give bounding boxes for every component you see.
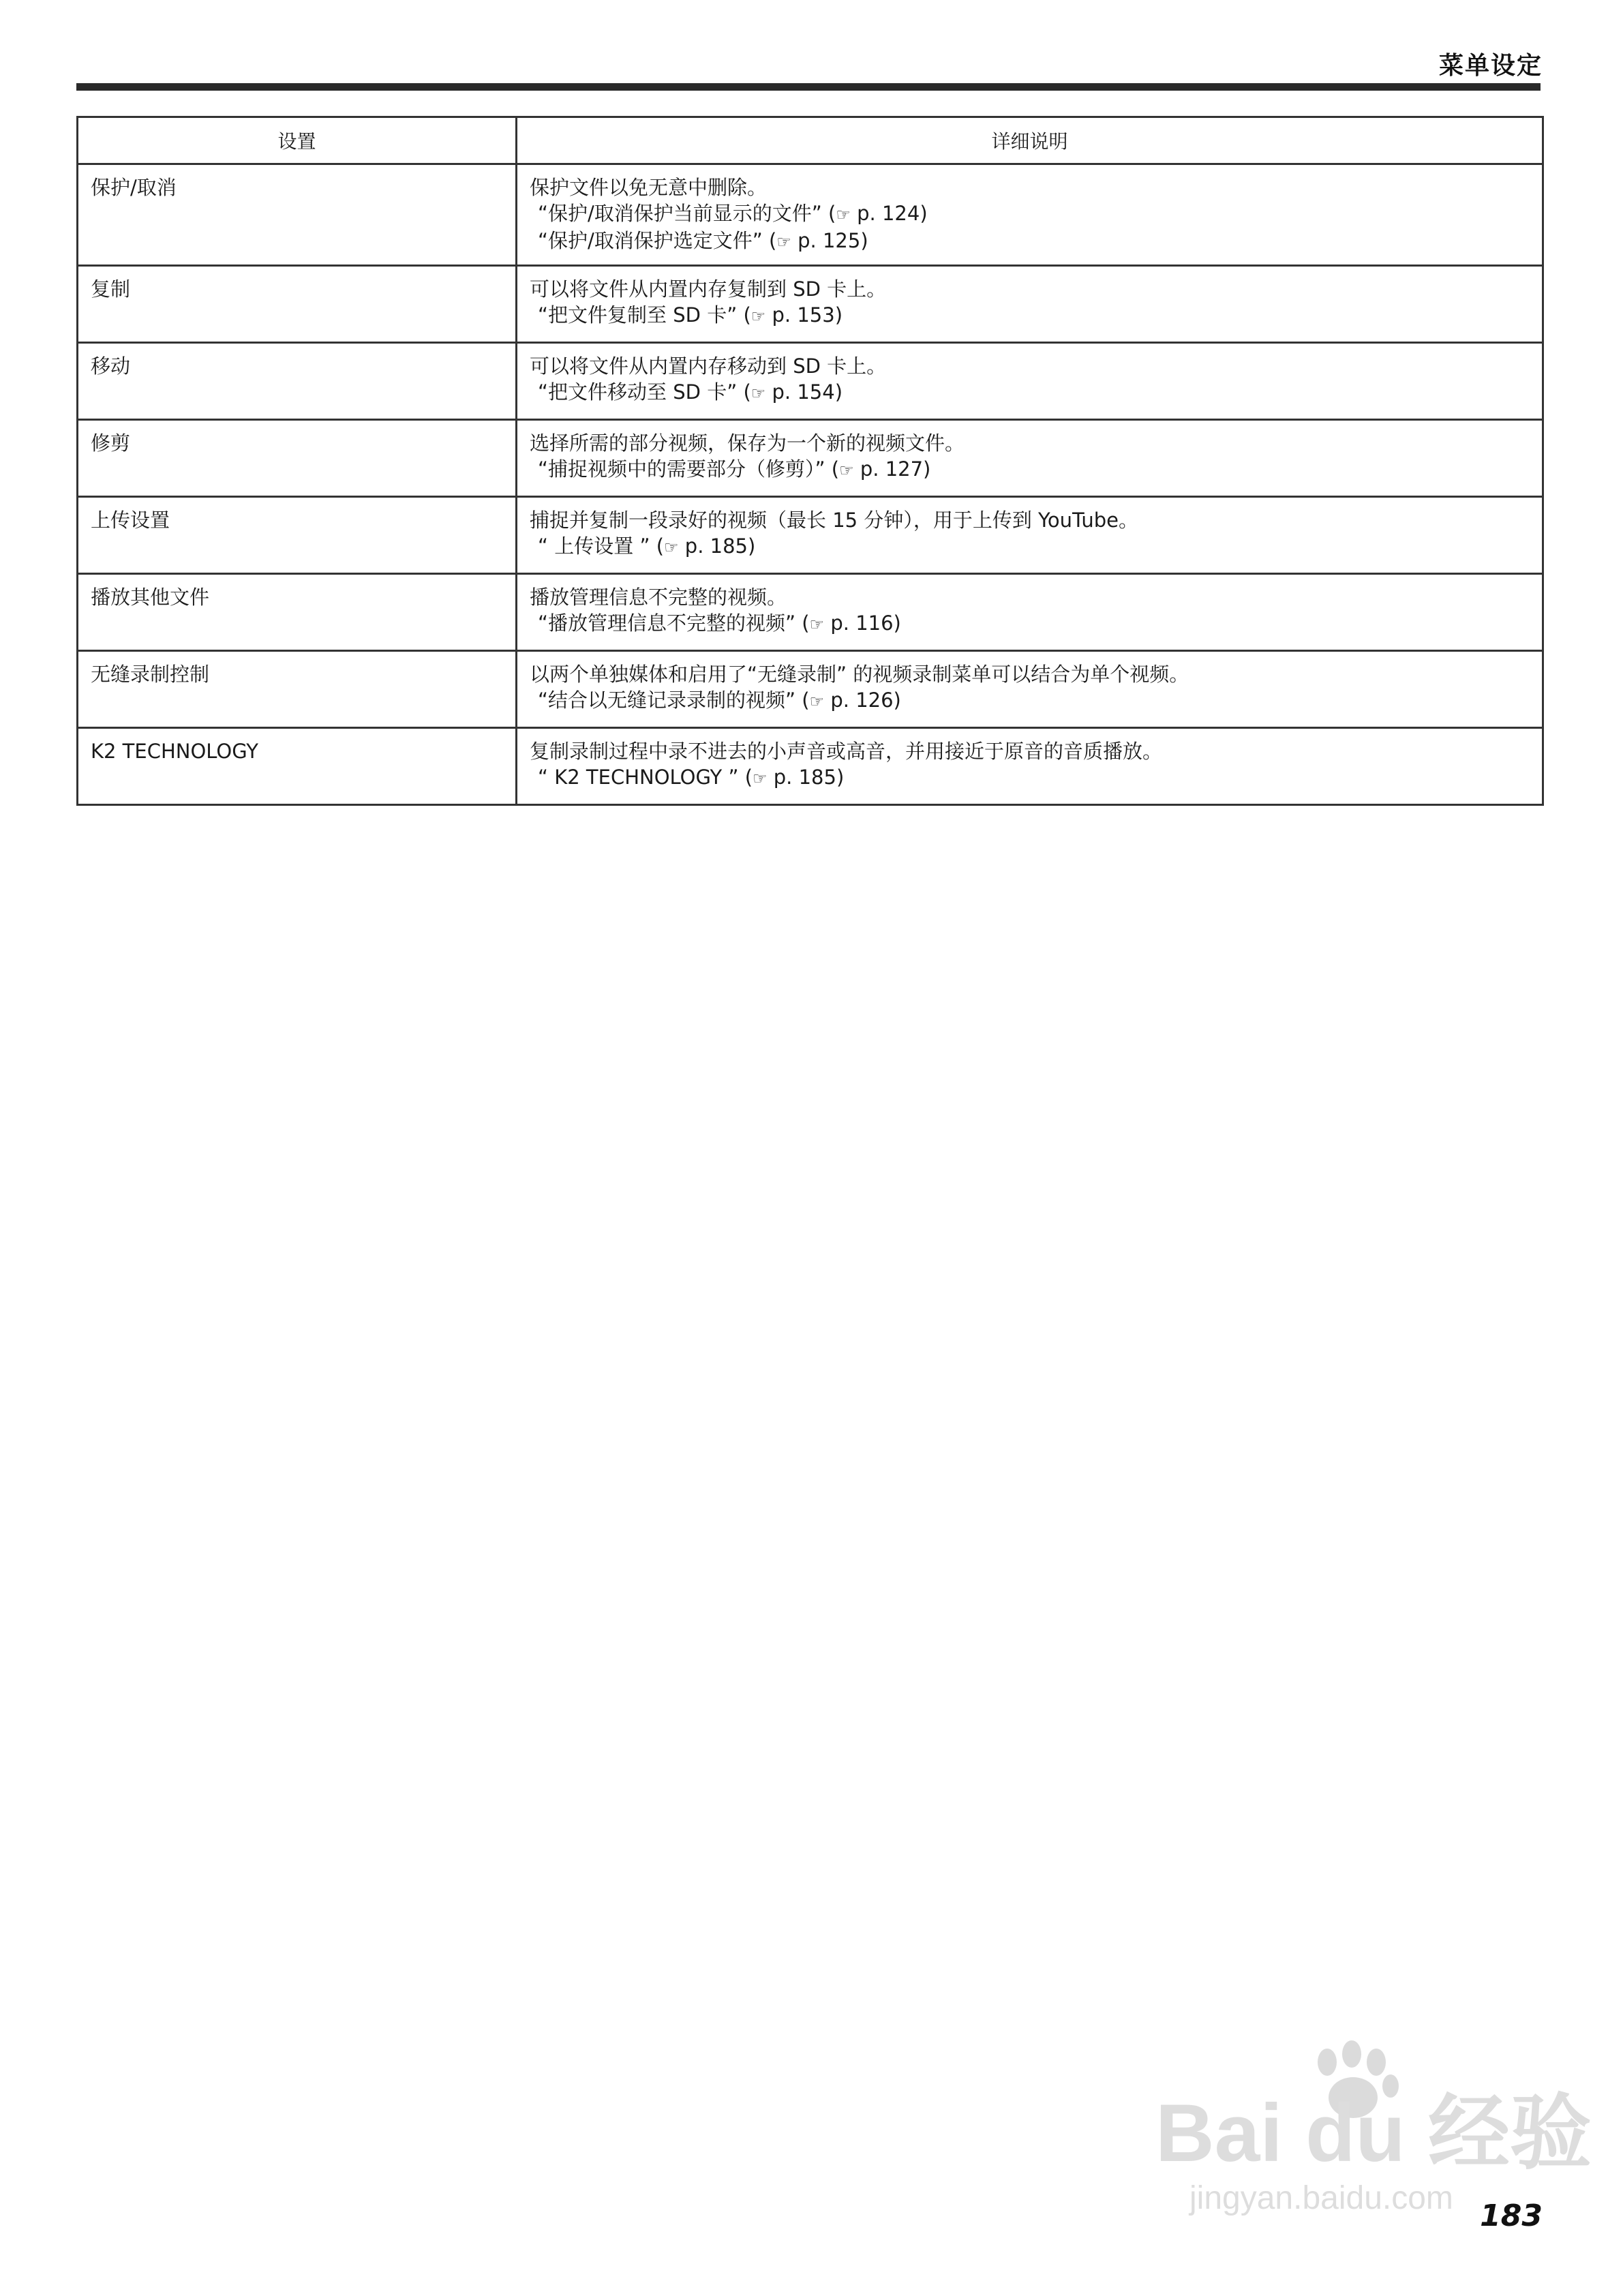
table-row (78, 574, 1543, 651)
reference-page: p. 116 (830, 611, 894, 635)
page-reference: “捕捉视频中的需要部分（修剪）” (☞ p. 127) (538, 457, 931, 481)
setting-description (517, 420, 1543, 497)
description-text: 选择所需的部分视频，保存为一个新的视频文件。 (530, 432, 965, 455)
header-rule (76, 83, 1541, 91)
description-text: 捕捉并复制一段录好的视频（最长 15 分钟），用于上传到 YouTube。 (530, 509, 1138, 532)
reference-title: “捕捉视频中的需要部分（修剪）” (538, 457, 825, 481)
reference-page: p. 153 (772, 303, 835, 327)
page-reference: “播放管理信息不完整的视频” (☞ p. 116) (538, 611, 901, 635)
settings-table (76, 116, 1544, 806)
table-row (78, 343, 1543, 420)
reference-page: p. 185 (684, 534, 748, 558)
reference-title: “把文件移动至 SD 卡” (538, 380, 738, 404)
pointing-hand-icon: ☞ (753, 769, 768, 788)
page-number: 183 (1480, 2199, 1543, 2233)
setting-name: 修剪 (78, 420, 517, 497)
setting-name: 保护/取消 (78, 164, 517, 266)
pointing-hand-icon: ☞ (809, 615, 825, 634)
reference-page: p. 154 (772, 380, 835, 404)
reference-title: “播放管理信息不完整的视频” (538, 611, 796, 635)
setting-description (517, 266, 1543, 343)
description-text: 复制录制过程中录不进去的小声音或高音，并用接近于原音的音质播放。 (530, 740, 1163, 763)
reference-page: p. 125 (798, 229, 861, 252)
description-text: 可以将文件从内置内存复制到 SD 卡上。 (530, 277, 887, 301)
reference-title: “把文件复制至 SD 卡” (538, 303, 738, 327)
description-text: 保护文件以免无意中删除。 (530, 176, 768, 199)
column-header-setting: 设置 (78, 117, 517, 164)
pointing-hand-icon: ☞ (809, 692, 825, 711)
reference-page: p. 126 (830, 689, 894, 712)
table-header-row (78, 117, 1543, 164)
setting-name: 无缝录制控制 (78, 651, 517, 728)
reference-title: “保护/取消保护当前显示的文件” (538, 202, 822, 225)
table-row (78, 651, 1543, 728)
setting-name: 复制 (78, 266, 517, 343)
page-reference: “把文件复制至 SD 卡” (☞ p. 153) (538, 303, 843, 327)
page-reference: “结合以无缝记录录制的视频” (☞ p. 126) (538, 689, 901, 712)
column-header-description: 详细说明 (517, 117, 1543, 164)
page-header-title: 菜单设定 (1438, 52, 1543, 80)
pointing-hand-icon: ☞ (836, 205, 851, 224)
description-text: 以两个单独媒体和启用了“无缝录制” 的视频录制菜单可以结合为单个视频。 (530, 663, 1189, 686)
setting-description (517, 164, 1543, 266)
page-reference: “把文件移动至 SD 卡” (☞ p. 154) (538, 380, 843, 404)
table-row (78, 164, 1543, 266)
description-text: 播放管理信息不完整的视频。 (530, 586, 787, 609)
pointing-hand-icon: ☞ (750, 307, 766, 326)
setting-description (517, 574, 1543, 651)
page-reference: “保护/取消保护选定文件” (☞ p. 125) (538, 229, 868, 252)
setting-description (517, 728, 1543, 805)
pointing-hand-icon: ☞ (839, 461, 854, 480)
setting-name: 上传设置 (78, 497, 517, 574)
description-text: 可以将文件从内置内存移动到 SD 卡上。 (530, 354, 887, 378)
setting-description (517, 497, 1543, 574)
setting-name: 移动 (78, 343, 517, 420)
reference-title: “ K2 TECHNOLOGY ” (538, 766, 739, 789)
page-reference: “ 上传设置 ” (☞ p. 185) (538, 534, 756, 558)
setting-description (517, 343, 1543, 420)
reference-page: p. 185 (773, 766, 836, 789)
reference-page: p. 127 (860, 457, 924, 481)
reference-title: “ 上传设置 ” (538, 534, 650, 558)
reference-title: “结合以无缝记录录制的视频” (538, 689, 796, 712)
pointing-hand-icon: ☞ (776, 232, 791, 252)
page-reference: “ K2 TECHNOLOGY ” (☞ p. 185) (538, 766, 845, 789)
pointing-hand-icon: ☞ (664, 538, 679, 557)
page-reference: “保护/取消保护当前显示的文件” (☞ p. 124) (538, 202, 928, 225)
watermark-url: jingyan.baidu.com (1189, 2180, 1453, 2216)
setting-name: K2 TECHNOLOGY (78, 728, 517, 805)
pointing-hand-icon: ☞ (750, 384, 766, 403)
setting-name: 播放其他文件 (78, 574, 517, 651)
watermark-brand: Bai du 经验 (1155, 2087, 1592, 2179)
setting-description (517, 651, 1543, 728)
table-row (78, 420, 1543, 497)
table-row (78, 497, 1543, 574)
table-row (78, 266, 1543, 343)
reference-page: p. 124 (857, 202, 920, 225)
table-row (78, 728, 1543, 805)
reference-title: “保护/取消保护选定文件” (538, 229, 763, 252)
